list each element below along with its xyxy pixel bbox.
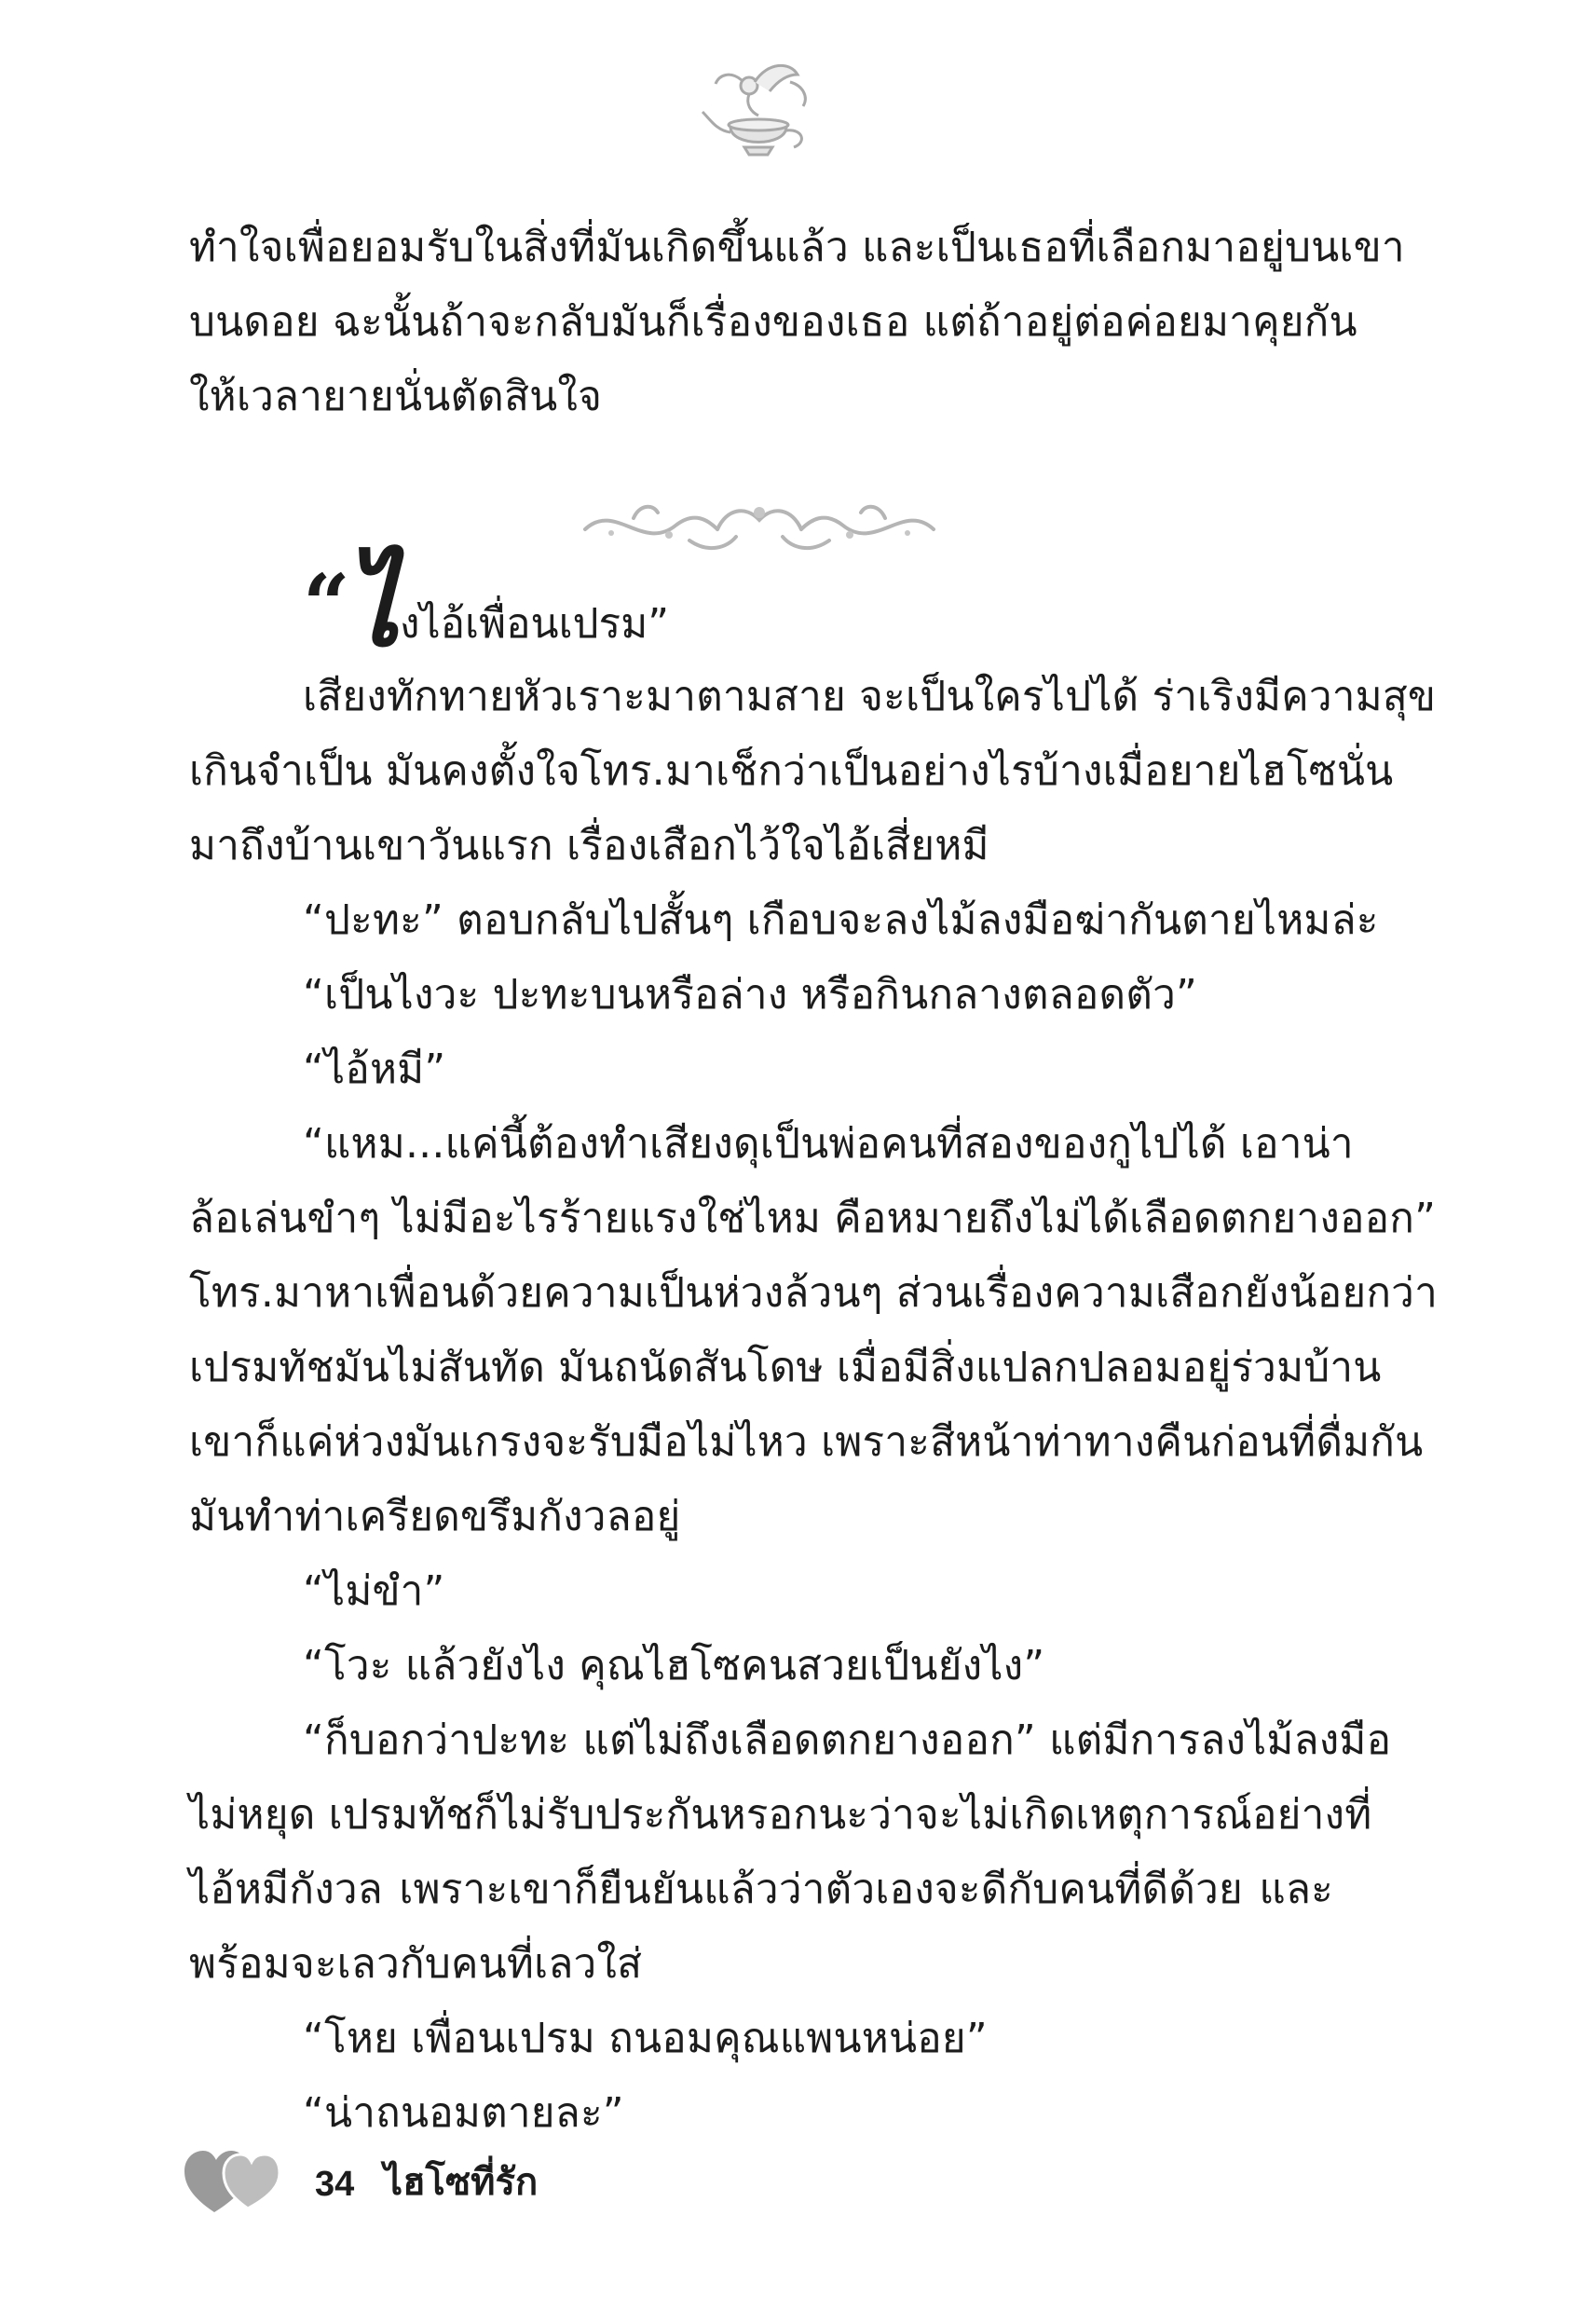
body-line: มาถึงบ้านเขาวันแรก เรื่องเสือกไว้ใจไอ้เสี่ยหมี <box>189 822 989 869</box>
body-line: เกินจำเป็น มันคงตั้งใจโทร.มาเช็กว่าเป็นอย่างไรบ้างเมื่อยายไฮโซนั่น <box>189 747 1394 795</box>
two-hearts-icon <box>183 2143 281 2218</box>
body-line: เขาก็แค่ห่วงมันเกรงจะรับมือไม่ไหว เพราะสีหน้าท่าทางคืนก่อนที่ดื่มกัน <box>189 1418 1424 1466</box>
paragraph-line: ทำใจเพื่อยอมรับในสิ่งที่มันเกิดขึ้นแล้ว และเป็นเธอที่เลือกมาอยู่บนเขา <box>189 224 1405 271</box>
body-line: ไอ้หมีกังวล เพราะเขาก็ยืนยันแล้วว่าตัวเองจะดีกับคนที่ดีด้วย และ <box>189 1866 1333 1913</box>
body-line: เปรมทัชมันไม่สันทัด มันถนัดสันโดษ เมื่อมีสิ่งแปลกปลอมอยู่ร่วมบ้าน <box>189 1344 1382 1391</box>
body-line: “ไม่ขำ” <box>303 1567 445 1615</box>
paragraph-line: บนดอย ฉะนั้นถ้าจะกลับมันก็เรื่องของเธอ แต่ถ้าอยู่ต่อค่อยมาคุยกัน <box>189 298 1357 346</box>
body-line: ล้อเล่นขำๆ ไม่มีอะไรร้ายแรงใช่ไหม คือหมายถึงไม่ได้เลือดตกยางออก” <box>189 1195 1437 1242</box>
body-line: “น่าถนอมตายละ” <box>303 2089 624 2137</box>
book-title: ไฮโซที่รัก <box>384 2161 539 2204</box>
chapter-opening <box>189 541 1333 671</box>
drop-cap-line-rest: งไอ้เพื่อนเปรม” <box>400 600 669 648</box>
body-line: โทร.มาหาเพื่อนด้วยความเป็นห่วงล้วนๆ ส่วนเรื่องความเสือกยังน้อยกว่า <box>189 1269 1438 1317</box>
body-line: “แหม...แค่นี้ต้องทำเสียงดุเป็นพ่อคนที่สองของกูไปได้ เอาน่า <box>303 1120 1354 1168</box>
cupid-teapot-ornament-icon <box>693 54 824 166</box>
drop-cap-letter: ไ <box>344 541 400 671</box>
body-line: ไม่หยุด เปรมทัชก็ไม่รับประกันหรอกนะว่าจะไม่เกิดเหตุการณ์อย่างที่ <box>189 1791 1372 1839</box>
body-line: “ก็บอกว่าปะทะ แต่ไม่ถึงเลือดตกยางออก” แต่มีการลงไม้ลงมือ <box>303 1716 1392 1764</box>
scroll-flourish-divider-icon <box>578 492 941 557</box>
body-line: “ไอ้หมี” <box>303 1046 446 1093</box>
body-line: มันทำท่าเครียดขรึมกังวลอยู่ <box>189 1493 681 1540</box>
drop-cap-open-quote: “ <box>303 555 350 652</box>
body-line: “เป็นไงวะ ปะทะบนหรือล่าง หรือกินกลางตลอดตัว” <box>303 971 1197 1019</box>
body-line: เสียงทักทายหัวเราะมาตามสาย จะเป็นใครไปได้ ร่าเริงมีความสุข <box>303 673 1437 720</box>
page-number: 34 <box>315 2165 355 2204</box>
body-line: “ปะทะ” ตอบกลับไปสั้นๆ เกือบจะลงไม้ลงมือฆ่ากันตายไหมล่ะ <box>303 896 1379 944</box>
paragraph-line: ให้เวลายายนั่นตัดสินใจ <box>189 373 603 420</box>
body-line: “โหย เพื่อนเปรม ถนอมคุณแพนหน่อย” <box>303 2015 988 2062</box>
body-line: พร้อมจะเลวกับคนที่เลวใส่ <box>189 1940 643 1988</box>
body-line: “โวะ แล้วยังไง คุณไฮโซคนสวยเป็นยังไง” <box>303 1642 1045 1689</box>
